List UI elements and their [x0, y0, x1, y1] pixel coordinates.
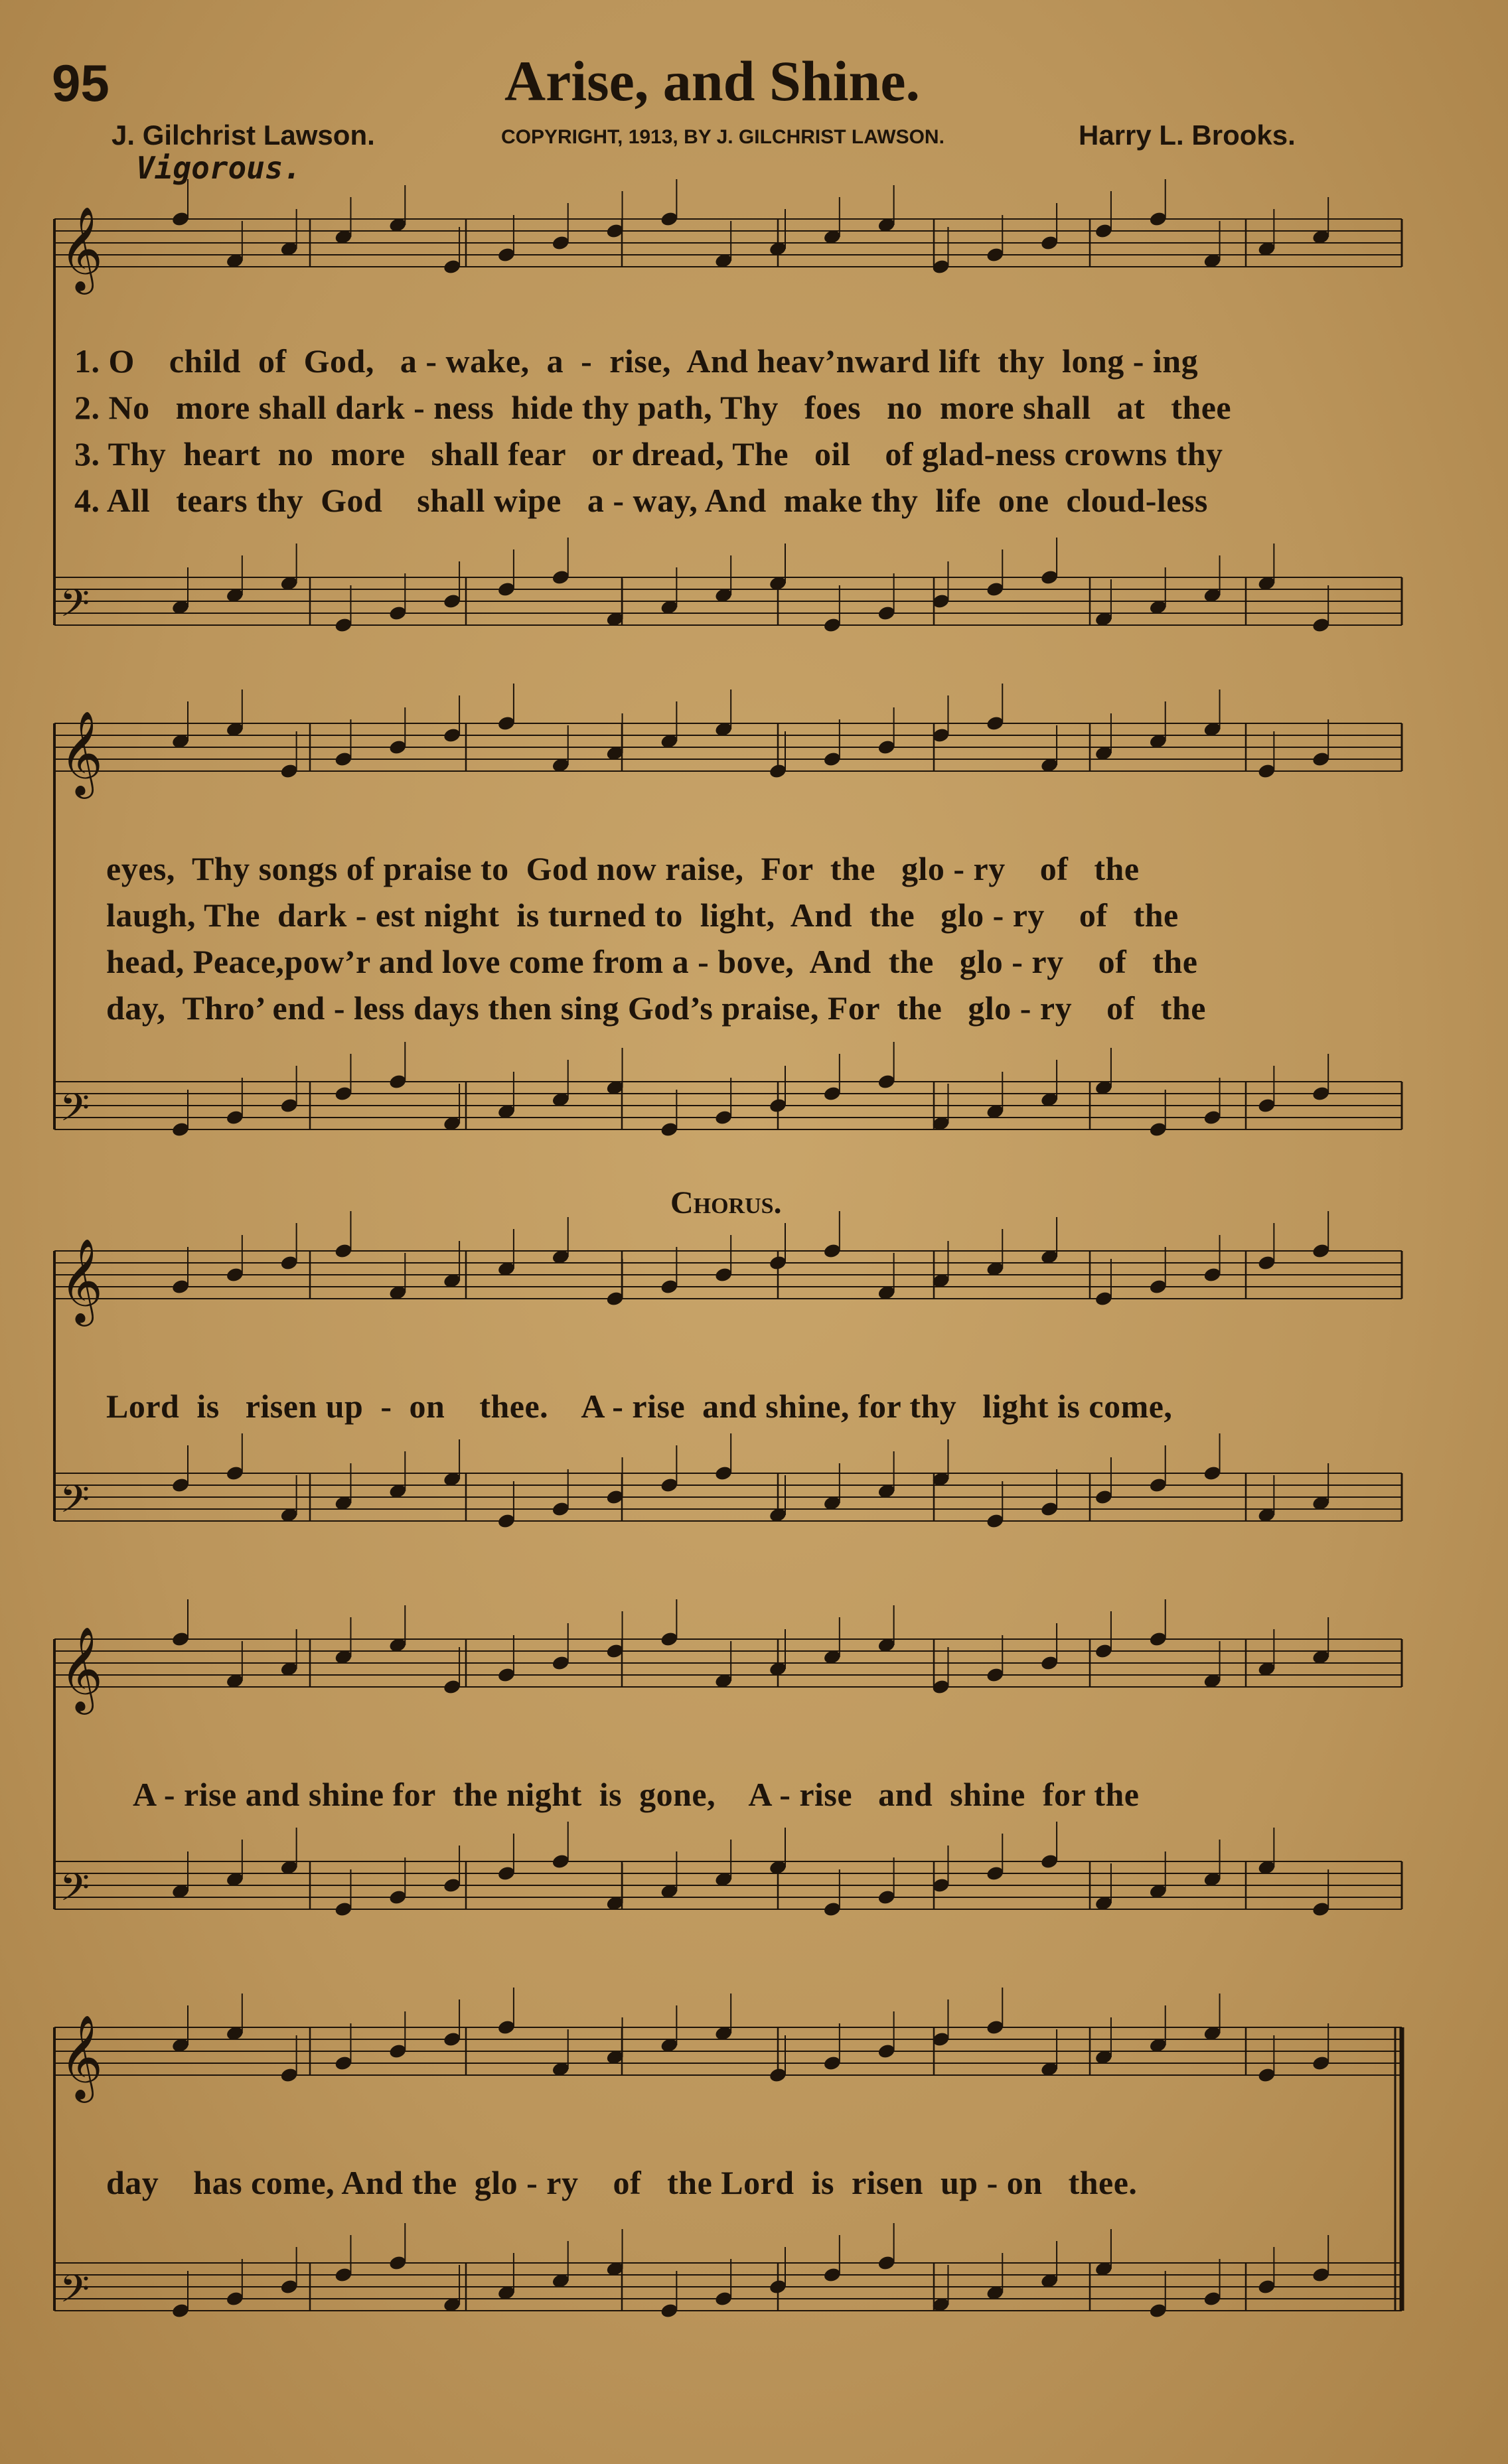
verse-3-line-1: 3. Thy heart no more shall fear or dread, The oil of glad-ness crowns thy [74, 435, 1223, 472]
bass-clef-icon: 𝄢 [60, 1477, 90, 1531]
tempo-marking: Vigorous. [136, 150, 302, 186]
chorus-line-1: Lord is risen up - on thee. A - rise and shine, for thy light is come, [106, 1388, 1173, 1425]
bass-clef-icon: 𝄢 [60, 1865, 90, 1919]
copyright-notice: COPYRIGHT, 1913, BY J. GILCHRIST LAWSON. [501, 126, 944, 148]
treble-clef-icon: 𝄞 [60, 710, 104, 795]
treble-clef-icon: 𝄞 [60, 206, 104, 291]
hymn-title: Arise, and Shine. [504, 49, 921, 113]
bass-clef-icon: 𝄢 [60, 1085, 90, 1139]
verse-2-line-1: 2. No more shall dark - ness hide thy path, Thy foes no more shall at thee [74, 389, 1232, 426]
verse-4-line-1: 4. All tears thy God shall wipe a - way, And make thy life one cloud-less [74, 482, 1208, 519]
verse-1-line-2: eyes, Thy songs of praise to God now raise, For the glo - ry of the [106, 850, 1140, 887]
chorus-line-2: A - rise and shine for the night is gone, A - rise and shine for the [133, 1776, 1140, 1813]
author-credit: J. Gilchrist Lawson. [112, 119, 375, 151]
verse-3-line-2: head, Peace,pow’r and love come from a - bove, And the glo - ry of the [106, 943, 1198, 980]
hymn-number: 95 [52, 54, 110, 112]
verse-1-line-1: 1. O child of God, a - wake, a - rise, And heav’nward lift thy long - ing [74, 342, 1199, 380]
chorus-line-3: day has come, And the glo - ry of the Lord is risen up - on thee. [106, 2164, 1138, 2201]
treble-clef-icon: 𝄞 [60, 1626, 104, 1711]
bass-clef-icon: 𝄢 [60, 2266, 90, 2321]
treble-clef-icon: 𝄞 [60, 1238, 104, 1323]
chorus-label: Chorus. [670, 1185, 782, 1220]
composer-credit: Harry L. Brooks. [1079, 119, 1296, 151]
verse-2-line-2: laugh, The dark - est night is turned to light, And the glo - ry of the [106, 897, 1179, 934]
verse-4-line-2: day, Thro’ end - less days then sing God’s praise, For the glo - ry of the [106, 989, 1206, 1027]
treble-clef-icon: 𝄞 [60, 2014, 104, 2099]
bass-clef-icon: 𝄢 [60, 581, 90, 635]
